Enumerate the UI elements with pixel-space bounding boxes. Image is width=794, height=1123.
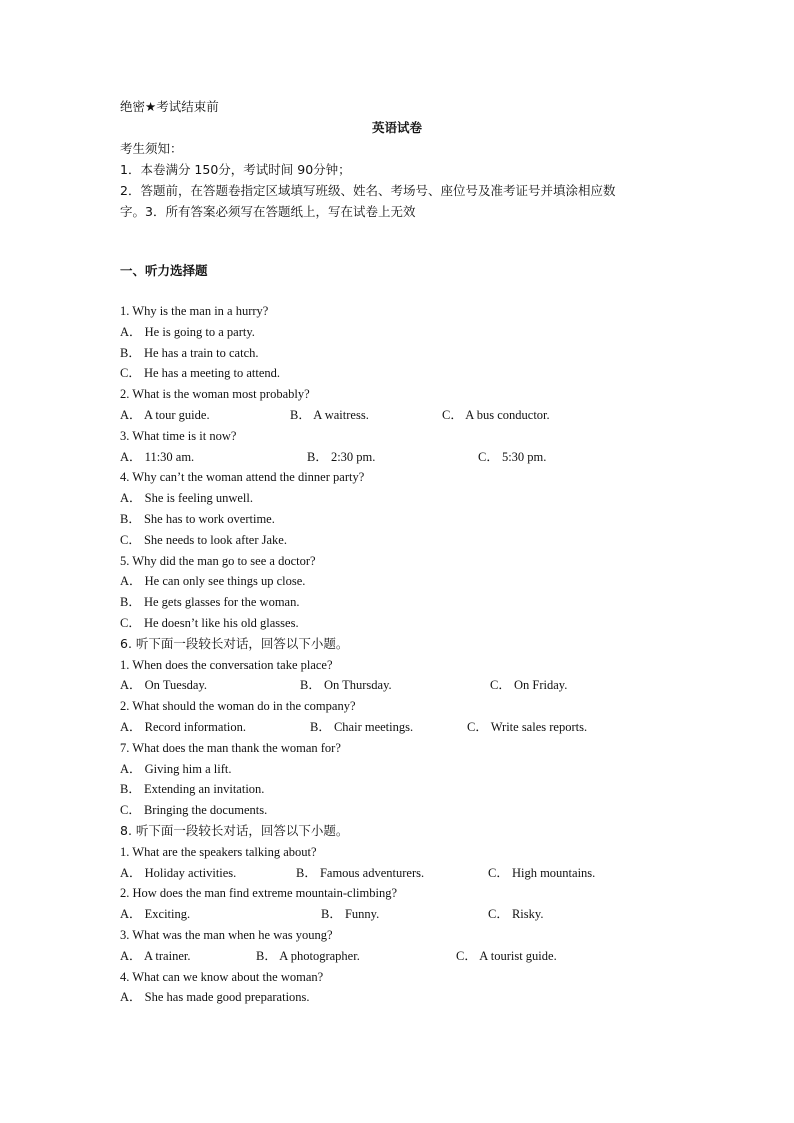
answer-option: C． Bringing the documents. <box>120 803 268 817</box>
exam-title: 英语试卷 <box>371 120 422 135</box>
question-text: 1. When does the conversation take place? <box>120 658 333 672</box>
answer-option: B． A photographer. <box>256 949 360 963</box>
notice-heading: 考生须知： <box>120 141 183 156</box>
answer-option: A． On Tuesday. <box>120 678 208 692</box>
answer-option: C． On Friday. <box>490 678 568 692</box>
notice-item-1: 1．本卷满分 150分，考试时间 90分钟； <box>120 162 351 177</box>
answer-option: A． She is feeling unwell. <box>120 491 253 505</box>
answer-option: B． She has to work overtime. <box>120 512 275 526</box>
notice-item-2: 2．答题前，在答题卷指定区域填写班级、姓名、考场号、座位号及准考证号并填涂相应数 <box>120 183 616 198</box>
question-text: 1. Why is the man in a hurry? <box>120 304 269 318</box>
answer-option: C． High mountains. <box>488 866 596 880</box>
notice-item-2-continued: 字。3．所有答案必须写在答题纸上，写在试卷上无效 <box>120 204 416 219</box>
answer-option: B． Chair meetings. <box>310 720 414 734</box>
question-text: 2. What is the woman most probably? <box>120 387 310 401</box>
question-text: 6. 听下面一段较长对话，回答以下小题。 <box>120 636 349 651</box>
answer-option: C． Write sales reports. <box>467 720 588 734</box>
question-text: 4. What can we know about the woman? <box>120 970 324 984</box>
question-text: 2. How does the man find extreme mountain-climbing? <box>120 886 398 900</box>
answer-option: C． Risky. <box>488 907 544 921</box>
question-text: 3. What time is it now? <box>120 429 237 443</box>
answer-option: C． A bus conductor. <box>442 408 550 422</box>
answer-option: A． Holiday activities. <box>120 866 237 880</box>
answer-option: A． 11:30 am. <box>120 450 195 464</box>
answer-option: B． Extending an invitation. <box>120 782 265 796</box>
answer-option: B． 2:30 pm. <box>307 450 376 464</box>
answer-option: C． He has a meeting to attend. <box>120 366 281 380</box>
question-text: 7. What does the man thank the woman for? <box>120 741 341 755</box>
question-text: 2. What should the woman do in the company? <box>120 699 356 713</box>
question-text: 1. What are the speakers talking about? <box>120 845 317 859</box>
answer-option: C． A tourist guide. <box>456 949 557 963</box>
confidential-label: 绝密★考试结束前 <box>120 99 219 114</box>
answer-option: A． She has made good preparations. <box>120 990 310 1004</box>
answer-option: B． A waitress. <box>290 408 369 422</box>
answer-option: B． He gets glasses for the woman. <box>120 595 300 609</box>
answer-option: A． A tour guide. <box>120 408 210 422</box>
answer-option: A． He is going to a party. <box>120 325 255 339</box>
answer-option: A． Record information. <box>120 720 247 734</box>
answer-option: A． A trainer. <box>120 949 191 963</box>
answer-option: A． Giving him a lift. <box>120 762 232 776</box>
answer-option: C． She needs to look after Jake. <box>120 533 287 547</box>
answer-option: B． Famous adventurers. <box>296 866 425 880</box>
question-text: 4. Why can’t the woman attend the dinner party? <box>120 470 365 484</box>
answer-option: C． He doesn’t like his old glasses. <box>120 616 299 630</box>
answer-option: A． He can only see things up close. <box>120 574 306 588</box>
question-text: 8. 听下面一段较长对话，回答以下小题。 <box>120 823 349 838</box>
question-text: 3. What was the man when he was young? <box>120 928 333 942</box>
section-title-listening: 一、听力选择题 <box>120 263 208 278</box>
answer-option: B． On Thursday. <box>300 678 392 692</box>
answer-option: B． Funny. <box>321 907 380 921</box>
answer-option: B． He has a train to catch. <box>120 346 259 360</box>
question-text: 5. Why did the man go to see a doctor? <box>120 554 316 568</box>
answer-option: C． 5:30 pm. <box>478 450 547 464</box>
answer-option: A． Exciting. <box>120 907 191 921</box>
